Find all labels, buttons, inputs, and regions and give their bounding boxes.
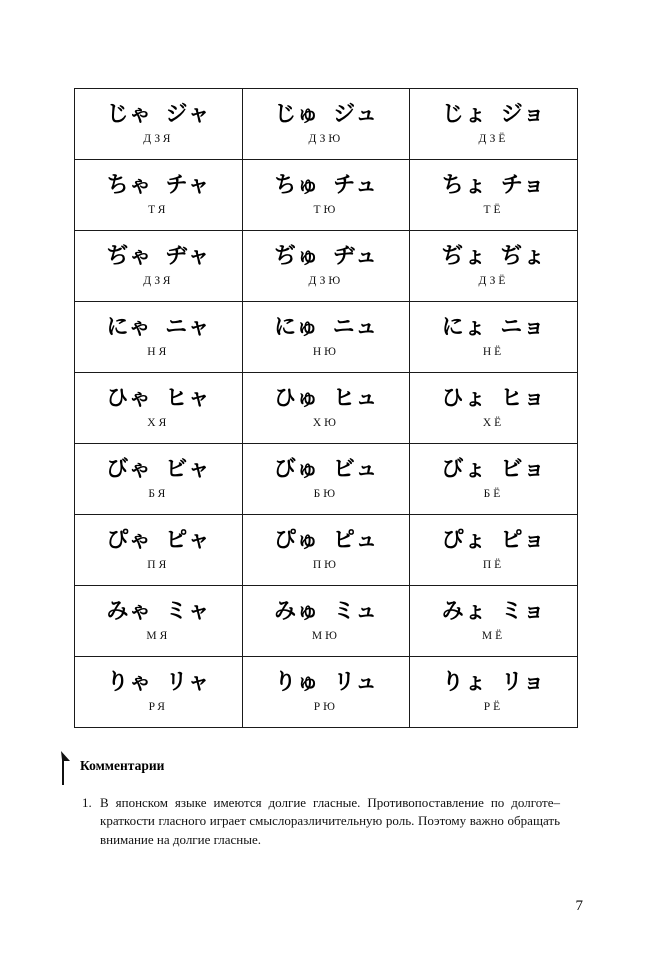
kana-cell [75, 657, 243, 728]
table-row [75, 444, 578, 515]
comment-number: 1. [82, 795, 92, 810]
hiragana-glyph: びょ [441, 457, 487, 483]
hiragana-glyph: ぢょ [441, 244, 487, 270]
kana-cell [242, 160, 410, 231]
kana-cell [75, 515, 243, 586]
table-row [75, 373, 578, 444]
katakana-glyph: ピャ [165, 528, 211, 554]
list-item [60, 794, 560, 849]
katakana-glyph: ジュ [333, 102, 378, 128]
kana-pair [274, 387, 378, 411]
transcription-label: МЁ [481, 629, 506, 642]
kana-pair [441, 458, 545, 482]
katakana-glyph: チョ [500, 173, 546, 199]
kana-pair [107, 103, 211, 127]
kana-pair [107, 600, 211, 624]
hiragana-glyph: ひゅ [273, 386, 319, 412]
katakana-glyph: ジョ [500, 102, 546, 128]
hiragana-glyph: びゃ [106, 457, 152, 483]
hiragana-glyph: みょ [441, 599, 487, 625]
katakana-glyph: ヒュ [332, 386, 378, 412]
transcription-label: ДЗЮ [308, 132, 344, 145]
transcription-label: ПЯ [147, 558, 170, 571]
table-row [75, 89, 578, 160]
katakana-glyph: ビュ [332, 457, 378, 483]
transcription-label: ТЯ [148, 203, 169, 216]
page-number: 7 [575, 898, 583, 914]
kana-cell [242, 373, 410, 444]
transcription-label: НЮ [312, 345, 339, 358]
hiragana-glyph: びゅ [273, 457, 319, 483]
table-row [75, 515, 578, 586]
transcription-label: РЁ [483, 700, 504, 713]
kana-pair [274, 458, 378, 482]
kana-pair [107, 671, 210, 695]
transcription-label: ДЗЯ [143, 132, 174, 145]
katakana-glyph: ヒョ [500, 386, 546, 412]
katakana-glyph: チャ [165, 173, 210, 199]
hiragana-glyph: みゃ [106, 599, 152, 625]
kana-cell [242, 586, 410, 657]
hiragana-glyph: ぢゃ [106, 244, 152, 270]
transcription-label: ДЗЮ [308, 274, 344, 287]
kana-table-body [75, 89, 578, 728]
hiragana-glyph: ぢゅ [274, 244, 320, 270]
kana-pair [274, 316, 378, 340]
katakana-glyph: ヂュ [333, 244, 378, 270]
kana-cell [410, 160, 578, 231]
kana-pair [274, 671, 377, 695]
kana-cell [410, 444, 578, 515]
kana-cell [410, 515, 578, 586]
katakana-glyph: ジャ [165, 102, 211, 128]
kana-pair [274, 174, 377, 198]
kana-pair [106, 529, 210, 553]
comments-section [60, 752, 560, 849]
kana-pair [274, 529, 378, 553]
kana-pair [442, 671, 545, 695]
katakana-glyph: ぢょ [500, 244, 546, 270]
kana-pair [442, 174, 545, 198]
katakana-glyph: ビャ [165, 457, 211, 483]
hiragana-glyph: ぴゅ [273, 528, 319, 554]
transcription-label: БЁ [483, 487, 504, 500]
transcription-label: МЯ [146, 629, 171, 642]
kana-cell [75, 160, 243, 231]
katakana-glyph: ピョ [500, 528, 546, 554]
comments-title: Комментарии [80, 758, 165, 773]
transcription-label: РЯ [148, 700, 168, 713]
hiragana-glyph: ひゃ [106, 386, 152, 412]
kana-pair [442, 600, 546, 624]
hiragana-glyph: りゃ [106, 670, 152, 696]
transcription-label: ХЮ [312, 416, 339, 429]
transcription-label: РЮ [313, 700, 338, 713]
kana-cell [75, 302, 243, 373]
hiragana-glyph: じょ [441, 102, 487, 128]
katakana-glyph: ビョ [500, 457, 546, 483]
katakana-glyph: ミュ [333, 599, 378, 625]
hiragana-glyph: りょ [441, 670, 487, 696]
hiragana-glyph: にゅ [274, 315, 319, 341]
transcription-label: ТЁ [483, 203, 504, 216]
katakana-glyph: ミョ [500, 599, 546, 625]
kana-cell [75, 586, 243, 657]
transcription-label: ДЗЁ [478, 274, 509, 287]
kana-cell [75, 231, 243, 302]
kana-cell [242, 302, 410, 373]
kana-pair [441, 245, 545, 269]
kana-cell [410, 657, 578, 728]
comment-text: В японском языке имеются долгие гласные. Противопоставление по долготе–краткости гласного играет смыслоразличительную роль. Поэтому важно обращать внимание на долгие гласные. [100, 795, 560, 847]
transcription-label: БЯ [148, 487, 169, 500]
kana-pair [107, 174, 210, 198]
kana-pair [441, 529, 545, 553]
hiragana-glyph: じゅ [274, 102, 320, 128]
kana-pair [442, 103, 546, 127]
transcription-label: ТЮ [313, 203, 339, 216]
hiragana-glyph: ひょ [441, 386, 487, 412]
transcription-label: ПЮ [312, 558, 339, 571]
bracket-icon [60, 749, 74, 787]
table-row [75, 160, 578, 231]
katakana-glyph: ミャ [165, 599, 211, 625]
hiragana-glyph: ちゅ [274, 173, 320, 199]
hiragana-glyph: じゃ [106, 102, 152, 128]
table-row [75, 657, 578, 728]
transcription-label: НЁ [482, 345, 505, 358]
hiragana-glyph: ぴょ [441, 528, 487, 554]
hiragana-glyph: みゅ [274, 599, 320, 625]
table-row [75, 231, 578, 302]
katakana-glyph: リョ [500, 670, 546, 696]
katakana-glyph: ヒャ [165, 386, 211, 412]
kana-pair [274, 245, 377, 269]
kana-syllable-table [74, 88, 578, 728]
katakana-glyph: ニョ [500, 315, 546, 341]
transcription-label: ХЁ [482, 416, 505, 429]
katakana-glyph: リュ [333, 670, 378, 696]
kana-cell [242, 89, 410, 160]
transcription-label: БЮ [313, 487, 339, 500]
hiragana-glyph: りゅ [274, 670, 320, 696]
kana-cell [242, 444, 410, 515]
kana-cell [75, 89, 243, 160]
kana-pair [106, 387, 210, 411]
kana-pair [107, 245, 210, 269]
katakana-glyph: ヂャ [165, 244, 210, 270]
transcription-label: ПЁ [482, 558, 505, 571]
hiragana-glyph: にゃ [106, 315, 152, 341]
transcription-label: ДЗЁ [478, 132, 509, 145]
transcription-label: ХЯ [147, 416, 170, 429]
kana-cell [410, 89, 578, 160]
transcription-label: МЮ [311, 629, 340, 642]
kana-pair [274, 103, 378, 127]
kana-cell [242, 231, 410, 302]
hiragana-glyph: ちょ [441, 173, 487, 199]
comments-header [60, 752, 560, 787]
kana-cell [410, 373, 578, 444]
kana-cell [75, 444, 243, 515]
kana-pair [441, 387, 545, 411]
katakana-glyph: ニュ [332, 315, 378, 341]
kana-pair [107, 316, 211, 340]
kana-cell [410, 302, 578, 373]
katakana-glyph: ニャ [165, 315, 211, 341]
katakana-glyph: ピュ [332, 528, 378, 554]
kana-pair [106, 458, 210, 482]
hiragana-glyph: ぴゃ [106, 528, 152, 554]
transcription-label: ДЗЯ [143, 274, 174, 287]
katakana-glyph: チュ [333, 173, 378, 199]
table-row [75, 586, 578, 657]
kana-pair [442, 316, 546, 340]
kana-pair [274, 600, 378, 624]
hiragana-glyph: ちゃ [106, 173, 152, 199]
hiragana-glyph: にょ [441, 315, 487, 341]
katakana-glyph: リャ [165, 670, 210, 696]
kana-cell [75, 373, 243, 444]
kana-cell [410, 231, 578, 302]
transcription-label: НЯ [147, 345, 170, 358]
kana-cell [410, 586, 578, 657]
table-row [75, 302, 578, 373]
kana-cell [242, 657, 410, 728]
kana-cell [242, 515, 410, 586]
